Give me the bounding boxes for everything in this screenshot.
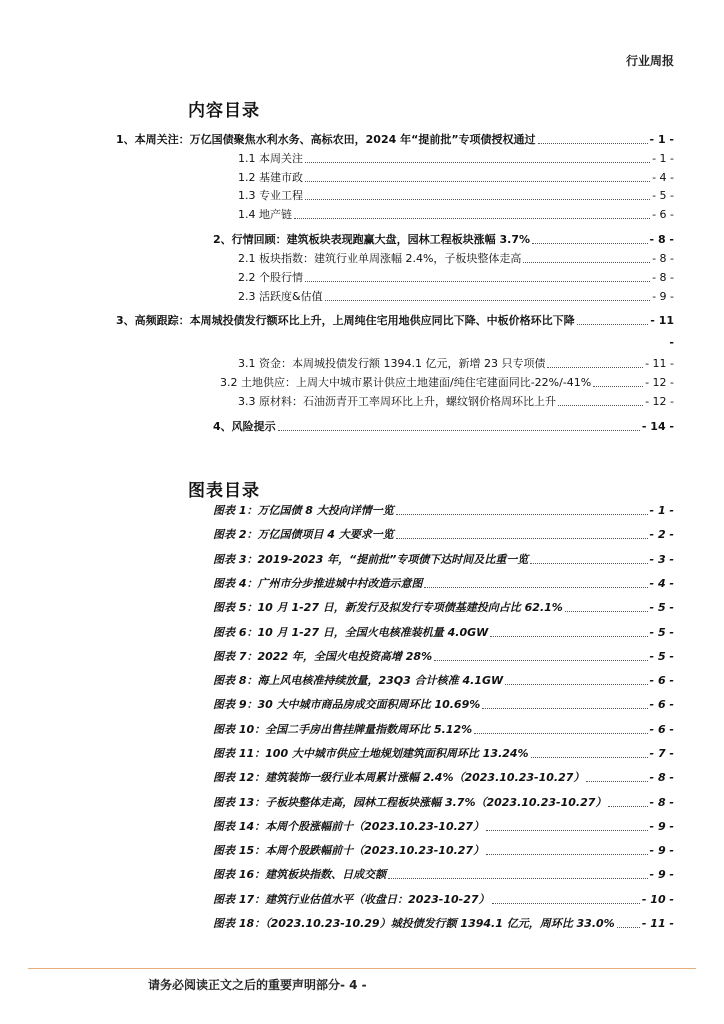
- toc-entry-1-3[interactable]: 1.3 专业工程 - 5 -: [238, 189, 674, 202]
- figure-entry-6[interactable]: 图表 6：10 月 1-27 日，全国火电核准装机量 4.0GW - 5 -: [213, 626, 674, 639]
- toc-entry-2-1[interactable]: 2.1 板块指数：建筑行业单周涨幅 2.4%，子板块整体走高 - 8 -: [238, 252, 674, 265]
- figure-entry-4[interactable]: 图表 4：广州市分步推进城中村改造示意图 - 4 -: [213, 577, 674, 590]
- toc-entry-1-4[interactable]: 1.4 地产链 - 6 -: [238, 208, 674, 221]
- figure-entry-18[interactable]: 图表 18：（2023.10.23-10.29）城投债发行额 1394.1 亿元，周环比 33.0% - 11 -: [213, 917, 674, 930]
- figures-title: 图表目录: [188, 481, 260, 501]
- figure-entry-7[interactable]: 图表 7：2022 年，全国火电投资高增 28% - 5 -: [213, 650, 674, 663]
- toc-entry-2-2[interactable]: 2.2 个股行情 - 8 -: [238, 271, 674, 284]
- figure-entry-17[interactable]: 图表 17：建筑行业估值水平（收盘日：2023-10-27） - 10 -: [213, 893, 674, 906]
- figure-entry-11[interactable]: 图表 11：100 大中城市供应土地规划建筑面积周环比 13.24% - 7 -: [213, 747, 674, 760]
- report-type-label: 行业周报: [625, 54, 674, 68]
- toc-entry-3[interactable]: 3、高频跟踪：本周城投债发行额环比上升，上周纯住宅用地供应同比下降、中板价格环比下降 - 11: [116, 314, 674, 327]
- figure-entry-3[interactable]: 图表 3：2019-2023 年，“提前批”专项债下达时间及比重一览 - 3 -: [213, 553, 674, 566]
- toc-entry-3-1[interactable]: 3.1 资金：本周城投债发行额 1394.1 亿元，新增 23 只专项债 - 11 -: [238, 357, 674, 370]
- figure-entry-9[interactable]: 图表 9：30 大中城市商品房成交面积周环比 10.69% - 6 -: [213, 698, 674, 711]
- toc-entry-3-2[interactable]: 3.2 土地供应：上周大中城市累计供应土地建面/纯住宅建面同比-22%/-41% - 12 -: [220, 376, 674, 389]
- figure-entry-15[interactable]: 图表 15：本周个股跌幅前十（2023.10.23-10.27） - 9 -: [213, 844, 674, 857]
- figure-entry-1[interactable]: 图表 1：万亿国债 8 大投向详情一览 - 1 -: [213, 504, 674, 517]
- footer-divider: [28, 968, 696, 969]
- toc-entry-1[interactable]: 1、本周关注：万亿国债聚焦水利水务、高标农田，2024 年“提前批”专项债授权通过 - 1 -: [116, 133, 674, 146]
- figure-entry-12[interactable]: 图表 12：建筑装饰一级行业本周累计涨幅 2.4%（2023.10.23-10.27） - 8 -: [213, 771, 674, 784]
- contents-title: 内容目录: [188, 101, 260, 121]
- figure-entry-10[interactable]: 图表 10：全国二手房出售挂牌量指数周环比 5.12% - 6 -: [213, 723, 674, 736]
- figure-entry-5[interactable]: 图表 5：10 月 1-27 日，新发行及拟发行专项债基建投向占比 62.1% - 5 -: [213, 601, 674, 614]
- toc-entry-2[interactable]: 2、行情回顾：建筑板块表现跑赢大盘，园林工程板块涨幅 3.7% - 8 -: [213, 233, 674, 246]
- figure-entry-8[interactable]: 图表 8：海上风电核准持续放量，23Q3 合计核准 4.1GW - 6 -: [213, 674, 674, 687]
- figure-entry-16[interactable]: 图表 16：建筑板块指数、日成交额 - 9 -: [213, 868, 674, 881]
- footer-disclaimer: 请务必阅读正文之后的重要声明部分- 4 -: [148, 978, 367, 992]
- toc-entry-3-3[interactable]: 3.3 原材料：石油沥青开工率周环比上升，螺纹钢价格周环比上升 - 12 -: [238, 395, 674, 408]
- toc-entry-4[interactable]: 4、风险提示 - 14 -: [213, 420, 674, 433]
- toc-entry-2-3[interactable]: 2.3 活跃度&估值 - 9 -: [238, 290, 674, 303]
- toc-entry-1-1[interactable]: 1.1 本周关注 - 1 -: [238, 152, 674, 165]
- figure-entry-2[interactable]: 图表 2：万亿国债项目 4 大要求一览 - 2 -: [213, 528, 674, 541]
- toc-entry-1-2[interactable]: 1.2 基建市政 - 4 -: [238, 171, 674, 184]
- figure-entry-14[interactable]: 图表 14：本周个股涨幅前十（2023.10.23-10.27） - 9 -: [213, 820, 674, 833]
- toc-entry-3-page-continuation: -: [669, 336, 674, 349]
- figure-entry-13[interactable]: 图表 13：子板块整体走高，园林工程板块涨幅 3.7%（2023.10.23-10.27） - 8 -: [213, 796, 674, 809]
